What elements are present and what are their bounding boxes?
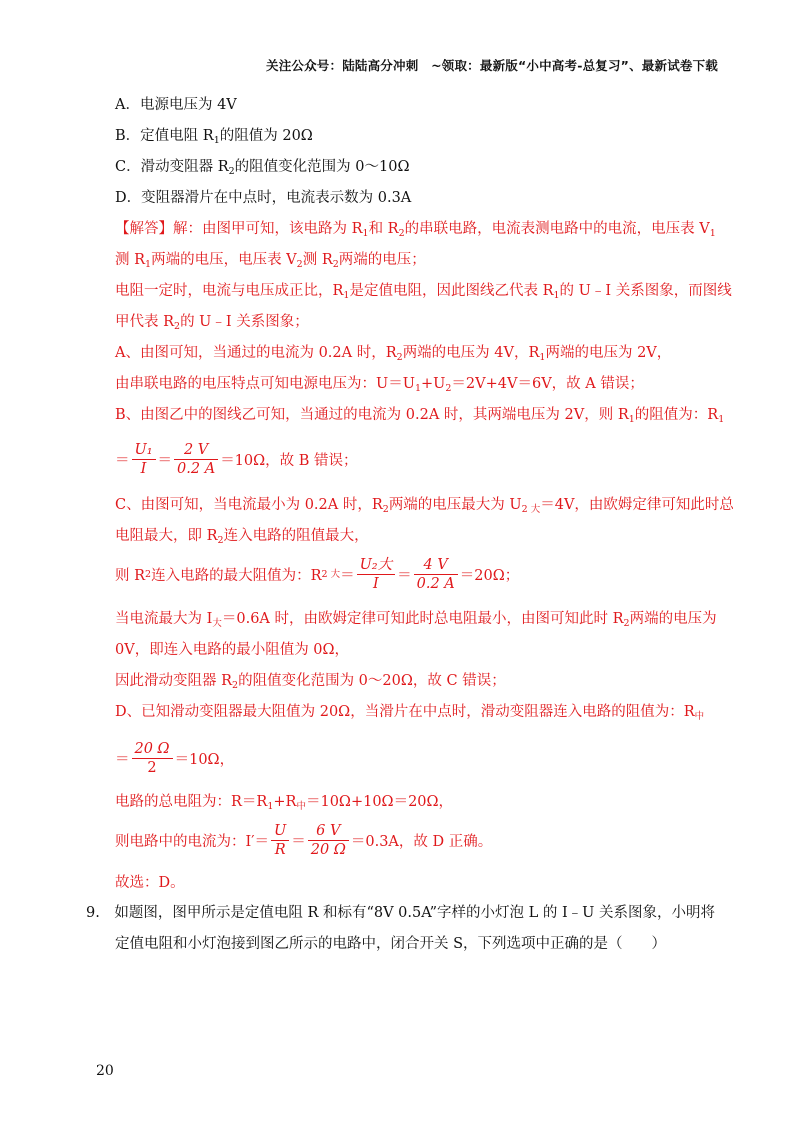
page-number: 20 — [96, 1063, 114, 1079]
equation-r1: ＝ $\frac{\text{U₁}}{I}$ ＝ $\frac{2 V}{0.2 A}$ ＝10Ω，故 B 错误； — [115, 442, 358, 477]
question-9-line-2: 定值电阻和小灯泡接到图乙所示的电路中，闭合开关 S，下列选项中正确的是（ ） — [115, 936, 667, 952]
option-b: B．定值电阻 $R_1$的阻值为 20Ω — [115, 128, 313, 146]
fraction-u2max-over-i: $\frac{\text{U₂大}}{I}$ — [357, 556, 396, 593]
answer-line-5: A、由图可知，当通过的电流为 0.2A 时，$R_2$两端的电压为 4V，$R_1$两端的电压为 2V， — [115, 345, 672, 363]
answer-line-12: 因此滑动变阻器 $R_2$的阻值变化范围为 0～20Ω，故 C 错误； — [115, 673, 506, 691]
equation-current: 则电路中的电流为：I′＝ $\frac{U}{R}$ ＝ $\frac{6 V}{20 \Omega}$ ＝0.3A，故 D 正确。 — [115, 823, 493, 858]
equation-r-mid: ＝ $\frac{20 \Omega}{2}$ ＝10Ω， — [115, 741, 235, 776]
fraction-u-over-r: $\frac{U}{R}$ — [271, 822, 289, 859]
answer-line-2: 测 $R_1$两端的电压，电压表 $V_2$测 $R_2$两端的电压； — [115, 252, 426, 270]
answer-line-14: 电路的总电阻为：$R=R_1+R_中=10\Omega+10\Omega=20\Omega$， — [115, 794, 454, 812]
fraction-4v-over-02a: $\frac{4 V}{0.2 A}$ — [414, 556, 458, 593]
answer-line-3: 电阻一定时，电流与电压成正比，$R_1$是定值电阻，因此图线乙代表 $R_1$的 U﹣I 关系图象，而图线 — [115, 283, 732, 301]
answer-line-6: 由串联电路的电压特点可知电源电压为：$U=U_1+U_2=2V+4V=6V$，故 A 错误； — [115, 376, 644, 394]
option-a: A．电源电压为 4V — [115, 97, 237, 113]
fraction-2v-over-02a: $\frac{2 V}{0.2 A}$ — [174, 441, 218, 478]
page-header: 关注公众号：陆陆高分冲刺 ~领取：最新版“小中高考-总复习”、最新试卷下载 — [266, 58, 718, 73]
option-d: D．变阻器滑片在中点时，电流表示数为 0.3A — [115, 190, 412, 206]
answer-line-1: 【解答】解：由图甲可知，该电路为 $R_1$和 $R_2$的串联电路，电流表测电路中的电流，电压表 $V_1$ — [115, 221, 716, 239]
fraction-u1-over-i: $\frac{\text{U₁}}{I}$ — [132, 441, 156, 478]
answer-line-9: 电阻最大，即 $R_2$连入电路的阻值最大， — [115, 528, 369, 546]
answer-line-10: 当电流最大为 $I_大=0.6A$ 时，由欧姆定律可知此时总电阻最小，由图可知此时 $R_2$两端的电压为 — [115, 611, 717, 629]
answer-line-4: 甲代表 $R_2$的 U﹣I 关系图象； — [115, 314, 309, 332]
answer-line-11: 0V，即连入电路的最小阻值为 0Ω， — [115, 642, 350, 658]
answer-line-13: D、已知滑动变阻器最大阻值为 20Ω，当滑片在中点时，滑动变阻器连入电路的阻值为：$R_中$ — [115, 704, 705, 722]
answer-line-7: B、由图乙中的图线乙可知，当通过的电流为 0.2A 时，其两端电压为 2V，则 $R_1$的阻值为：$R_1$ — [115, 407, 725, 425]
fraction-6v-over-20ohm: $\frac{6 V}{20 \Omega}$ — [308, 822, 349, 859]
answer-final: 故选：D。 — [115, 875, 185, 891]
question-9-line-1: 9. 如题图，图甲所示是定值电阻 R 和标有“8V 0.5A”字样的小灯泡 L 的 I﹣U 关系图象，小明将 — [86, 905, 716, 921]
equation-r2-max: 则 R 2 连入电路的最大阻值为：R 2 大 ＝ $\frac{\text{U₂大}}{I}$ ＝ $\frac{4 V}{0.2 A}$ ＝20Ω； — [115, 557, 520, 592]
option-c: C．滑动变阻器 $R_2$的阻值变化范围为 0～10Ω — [115, 159, 410, 177]
fraction-20ohm-over-2: $\frac{20 \Omega}{2}$ — [132, 740, 173, 777]
answer-line-8: C、由图可知，当电流最小为 0.2A 时，$R_2$两端的电压最大为 $U_{2 大}=4V$，由欧姆定律可知此时总 — [115, 497, 734, 515]
